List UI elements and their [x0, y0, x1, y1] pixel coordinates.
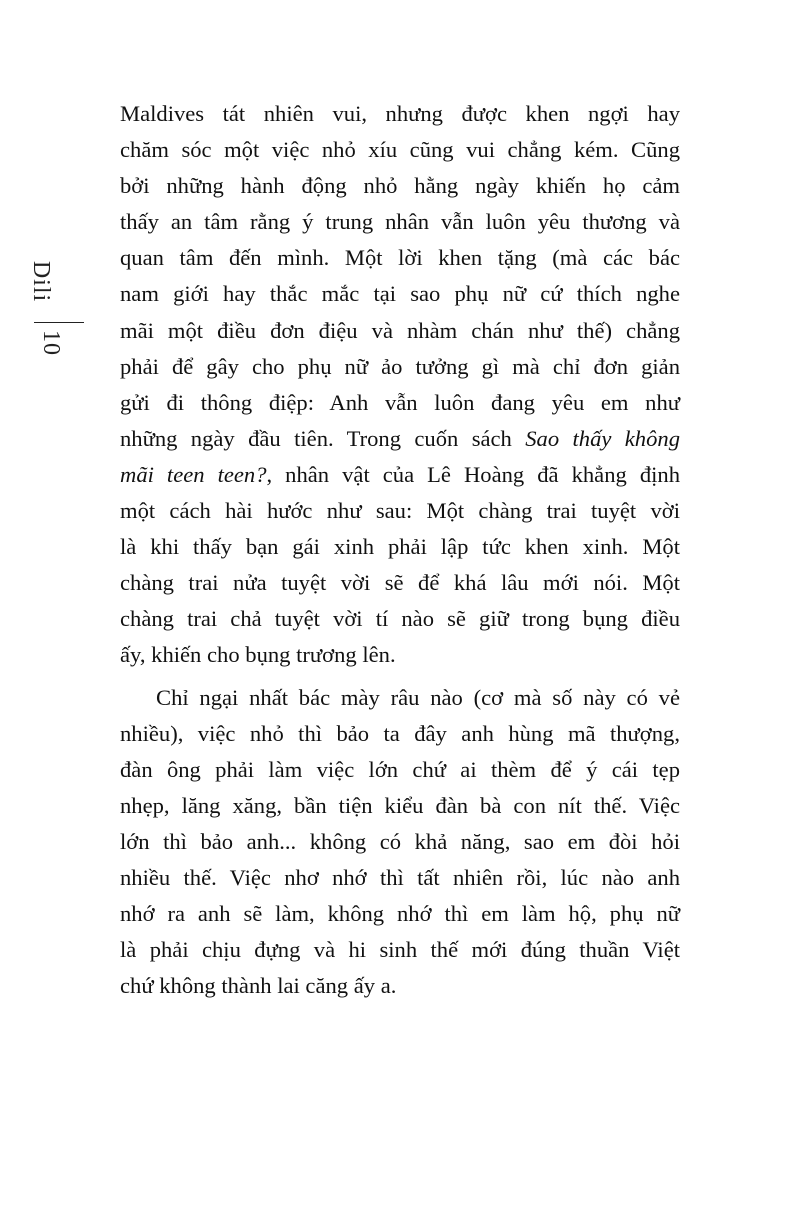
- text-line: lớn thì bảo anh... không có khả năng, sao em đòi hỏi: [120, 828, 680, 854]
- text-line: bởi những hành động nhỏ hằng ngày khiến họ cảm: [120, 173, 680, 199]
- text-line: [120, 421, 680, 457]
- margin-rule: [34, 322, 84, 323]
- text-segment: , nhân vật của Lê Hoàng đã khẳng định: [266, 461, 680, 487]
- text-line: nhớ ra anh sẽ làm, không nhớ thì em làm hộ, phụ nữ: [120, 901, 680, 927]
- text-line: Chỉ ngại nhất bác mày râu nào (cơ mà số này có vẻ: [156, 684, 680, 710]
- text-line: nam giới hay thắc mắc tại sao phụ nữ cứ thích nghe: [120, 281, 680, 307]
- text-line: [120, 457, 680, 493]
- text-line: một cách hài hước như sau: Một chàng trai tuyệt vời: [120, 498, 680, 524]
- text-line: ấy, khiến cho bụng trương lên.: [120, 642, 396, 668]
- text-line: chứ không thành lai căng ấy a.: [120, 973, 397, 999]
- book-title-italic: mãi teen teen?: [120, 461, 267, 487]
- text-line: nhẹp, lăng xăng, bần tiện kiểu đàn bà con nít thế. Việc: [120, 792, 680, 818]
- paragraph: [120, 96, 680, 674]
- page-number: 10: [38, 330, 64, 356]
- text-segment: những ngày đầu tiên. Trong cuốn sách: [120, 425, 526, 451]
- running-head-text: Dili: [28, 260, 55, 303]
- text-line: gửi đi thông điệp: Anh vẫn luôn đang yêu em như: [120, 389, 680, 415]
- text-line: đàn ông phải làm việc lớn chứ ai thèm để ý cái tẹp: [120, 756, 680, 782]
- text-line: phải để gây cho phụ nữ ảo tưởng gì mà chỉ đơn giản: [120, 353, 680, 379]
- text-line: mãi một điều đơn điệu và nhàm chán như thế) chẳng: [120, 317, 680, 343]
- body-text: [120, 96, 680, 1004]
- text-line: nhiều thế. Việc nhơ nhớ thì tất nhiên rồi, lúc nào anh: [120, 864, 680, 890]
- text-line: là khi thấy bạn gái xinh phải lập tức khen xinh. Một: [120, 534, 680, 560]
- text-line: nhiều), việc nhỏ thì bảo ta đây anh hùng mã thượng,: [120, 720, 680, 746]
- text-line: chàng trai chả tuyệt vời tí nào sẽ giữ trong bụng điều: [120, 606, 680, 632]
- text-line: là phải chịu đựng và hi sinh thế mới đúng thuần Việt: [120, 937, 680, 963]
- text-line: thấy an tâm rằng ý trung nhân vẫn luôn yêu thương và: [120, 209, 680, 235]
- text-line: Maldives tát nhiên vui, nhưng được khen ngợi hay: [120, 101, 680, 126]
- text-line: chăm sóc một việc nhỏ xíu cũng vui chẳng kém. Cũng: [120, 137, 680, 163]
- book-title-italic: Sao thấy không: [525, 425, 680, 451]
- running-head: [28, 250, 68, 310]
- text-line: quan tâm đến mình. Một lời khen tặng (mà các bác: [120, 245, 680, 271]
- text-line: chàng trai nửa tuyệt vời sẽ để khá lâu mới nói. Một: [120, 570, 680, 596]
- paragraph: [120, 680, 680, 1005]
